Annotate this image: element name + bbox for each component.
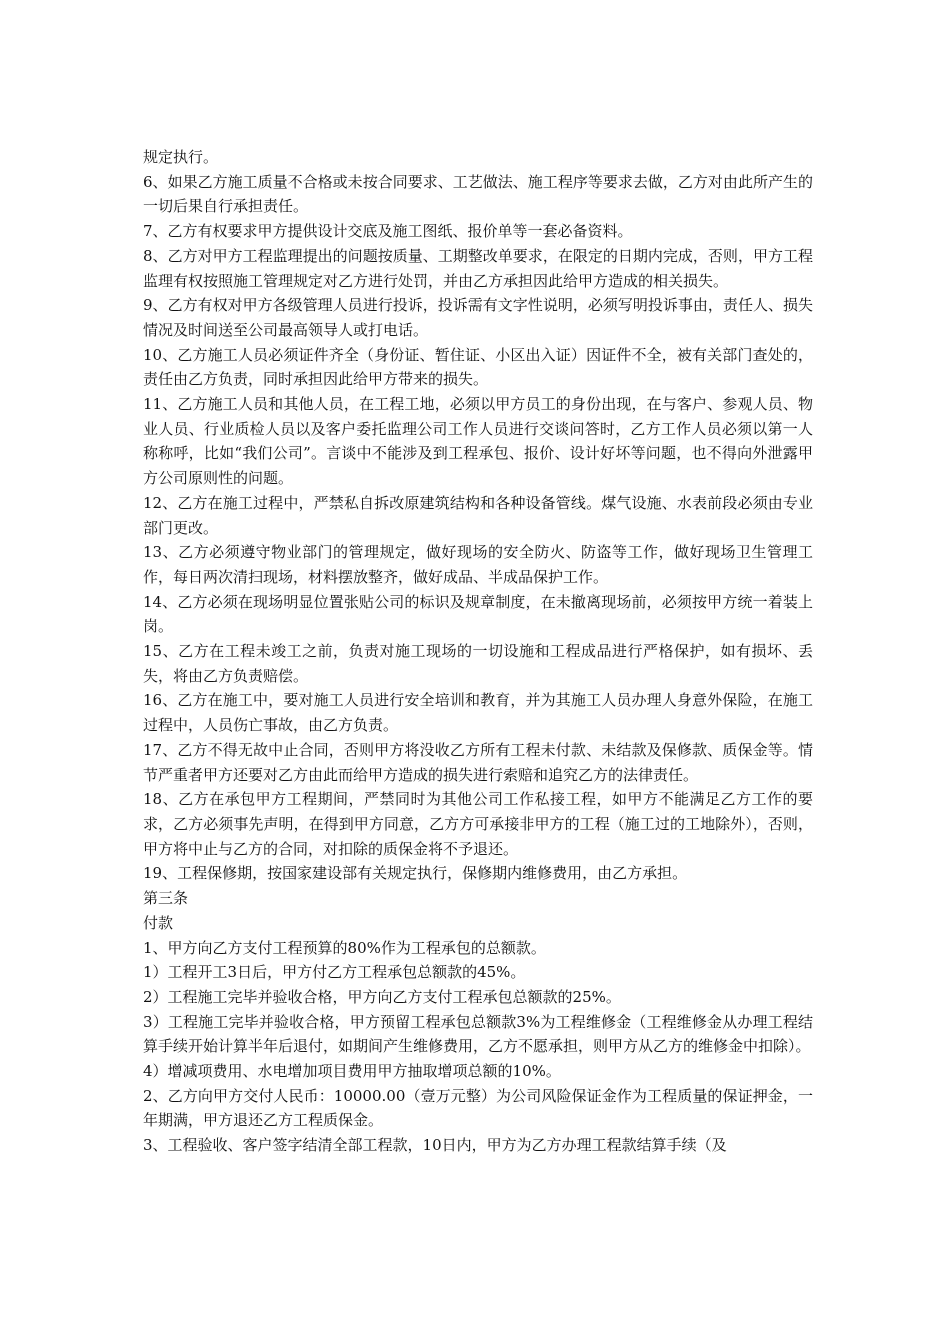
clause-13: 13、乙方必须遵守物业部门的管理规定，做好现场的安全防火、防盗等工作，做好现场卫生管理工作，每日两次清扫现场，材料摆放整齐，做好成品、半成品保护工作。 [143,543,813,586]
clause-8: 8、乙方对甲方工程监理提出的问题按质量、工期整改单要求，在限定的日期内完成，否则，甲方工程监理有权按照施工管理规定对乙方进行处罚，并由乙方承担因此给甲方造成的相关损失。 [143,246,813,290]
clause-18: 18、乙方在承包甲方工程期间，严禁同时为其他公司工作私接工程，如甲方不能满足乙方工作的要求，乙方必须事先声明，在得到甲方同意，乙方方可承接非甲方的工程（施工过的工地除外），否则，甲方将中止与乙方的合同，对扣除的质保金将不予退还。 [143,790,813,858]
paragraph-continuation: 规定执行。 [143,148,219,166]
payment-item-2: 2、乙方向甲方交付人民币：10000.00（壹万元整）为公司风险保证金作为工程质量的保证押金，一年期满，甲方退还乙方工程质保金。 [143,1086,813,1130]
section-title: 付款 [143,913,174,932]
payment-subitem-4: 4）增减项费用、水电增加项目费用甲方抽取增项总额的10%。 [143,1062,561,1081]
payment-item-1: 1、甲方向乙方支付工程预算的80%作为工程承包的总额款。 [143,938,546,957]
clause-16: 16、乙方在施工中，要对施工人员进行安全培训和教育，并为其施工人员办理人身意外保险，在施工过程中，人员伤亡事故，由乙方负责。 [143,691,813,735]
clause-9: 9、乙方有权对甲方各级管理人员进行投诉，投诉需有文字性说明，必须写明投诉事由，责任人、损失情况及时间送至公司最高领导人或打电话。 [143,296,813,339]
clause-11: 11、乙方施工人员和其他人员，在工程工地，必须以甲方员工的身份出现，在与客户、参观人员、物业人员、行业质检人员以及客户委托监理公司工作人员进行交谈问答时，乙方工作人员必须以第一人称称呼，比如“我们公司”。言谈中不能涉及到工程承包、报价、设计好坏等问题，也不得向外泄露甲方公司原则性的问题。 [143,395,813,488]
clause-7: 7、乙方有权要求甲方提供设计交底及施工图纸、报价单等一套必备资料。 [143,222,633,241]
payment-item-3: 3、工程验收、客户签字结清全部工程款，10日内，甲方为乙方办理工程款结算手续（及 [143,1136,727,1155]
section-heading: 第三条 [143,889,189,908]
clause-17: 17、乙方不得无故中止合同，否则甲方将没收乙方所有工程未付款、未结款及保修款、质保金等。情节严重者甲方还要对乙方由此而给甲方造成的损失进行索赔和追究乙方的法律责任。 [143,740,813,784]
clause-14: 14、乙方必须在现场明显位置张贴公司的标识及规章制度，在未撤离现场前，必须按甲方统一着装上岗。 [143,592,813,636]
clause-10: 10、乙方施工人员必须证件齐全（身份证、暂住证、小区出入证）因证件不全，被有关部门查处的，责任由乙方负责，同时承担因此给甲方带来的损失。 [143,345,813,389]
clause-6: 6、如果乙方施工质量不合格或未按合同要求、工艺做法、施工程序等要求去做，乙方对由此所产生的一切后果自行承担责任。 [143,172,813,216]
clause-15: 15、乙方在工程未竣工之前，负责对施工现场的一切设施和工程成品进行严格保护，如有损坏、丢失，将由乙方负责赔偿。 [143,642,813,685]
document-body [143,145,813,1158]
clause-19: 19、工程保修期，按国家建设部有关规定执行，保修期内维修费用，由乙方承担。 [143,864,688,883]
payment-subitem-3: 3）工程施工完毕并验收合格，甲方预留工程承包总额款3%为工程维修金（工程维修金从办理工程结算手续开始计算半年后退付，如期间产生维修费用，乙方不愿承担，则甲方从乙方的维修金中扣除）。 [143,1012,813,1056]
payment-subitem-1: 1）工程开工3日后，甲方付乙方工程承包总额款的45%。 [143,963,526,982]
payment-subitem-2: 2）工程施工完毕并验收合格，甲方向乙方支付工程承包总额款的25%。 [143,987,621,1006]
clause-12: 12、乙方在施工过程中，严禁私自拆改原建筑结构和各种设备管线。煤气设施、水表前段必须由专业部门更改。 [143,493,813,537]
